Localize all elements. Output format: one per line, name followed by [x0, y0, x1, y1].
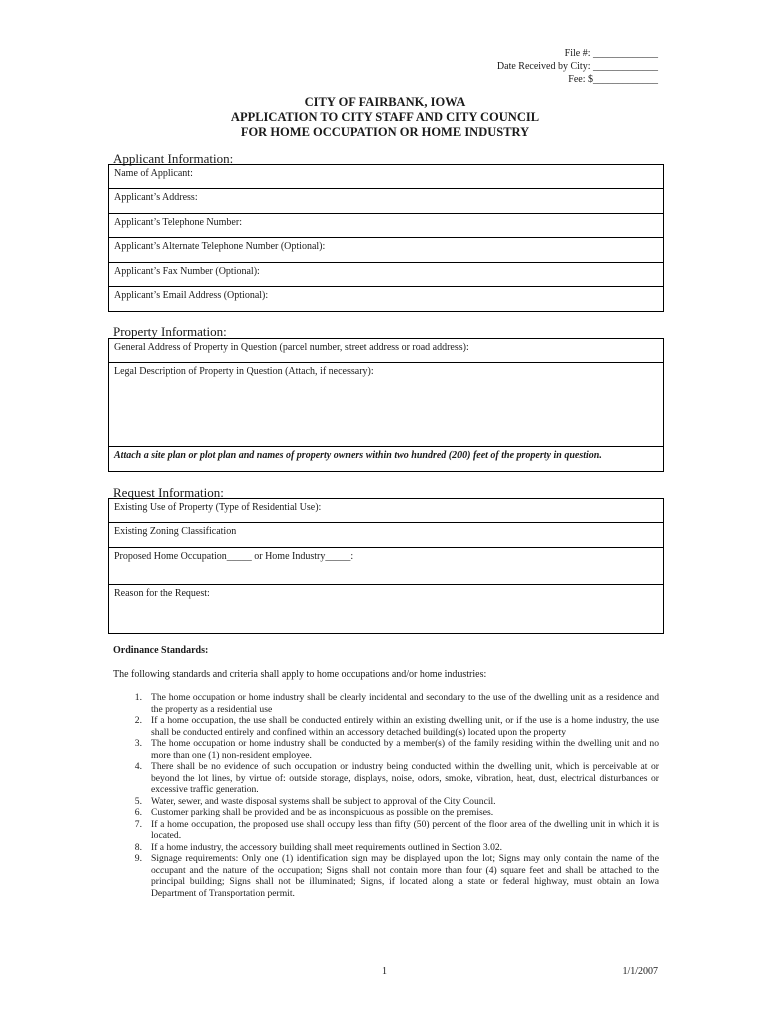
applicant-name-field[interactable]: Name of Applicant:	[109, 165, 663, 189]
list-item: 7. If a home occupation, the proposed use shall occupy less than fifty (50) percent of the floor area of the dwelling unit in which it is located.	[134, 818, 659, 841]
property-address-field[interactable]: General Address of Property in Question (parcel number, street address or road address):	[109, 339, 663, 363]
title-line-1: CITY OF FAIRBANK, IOWA	[304, 95, 466, 109]
ordinance-heading: Ordinance Standards:	[113, 645, 209, 656]
page-number: 1	[382, 966, 387, 977]
applicant-phone-field[interactable]: Applicant’s Telephone Number:	[109, 214, 663, 238]
fee-field[interactable]: Fee: $_____________	[568, 74, 658, 85]
list-item: 9. Signage requirements: Only one (1) identification sign may be displayed upon the lot; Signs may only contain the name of the occupant and the nature of the occupation; Signs shall not contain more than four (4) square feet and shall be attached to the principal building; Signs shall not be illuminated; Signs, if located along a state or federal highway, must obtain an Iowa Department of Transportation permit.	[134, 853, 659, 899]
property-box	[108, 338, 664, 472]
list-item: 2. If a home occupation, the use shall be conducted entirely within an existing dwelling unit, or if the use is a home industry, the use shall be conducted entirely and confined within an accessory detached building(s) located upon the property	[134, 715, 659, 738]
footer-date: 1/1/2007	[622, 966, 658, 977]
site-plan-note: Attach a site plan or plot plan and names of property owners within two hundred (200) feet of the property in question.	[114, 450, 602, 461]
applicant-heading: Applicant Information:	[113, 151, 234, 166]
list-item: 5. Water, sewer, and waste disposal systems shall be subject to approval of the City Council.	[134, 795, 496, 807]
applicant-email-field[interactable]: Applicant’s Email Address (Optional):	[114, 290, 269, 301]
list-item: 8. If a home industry, the accessory building shall meet requirements outlined in Section 3.02.	[134, 841, 503, 853]
file-number-field[interactable]: File #: _____________	[564, 48, 658, 59]
ordinance-list	[113, 692, 659, 899]
existing-use-field[interactable]: Existing Use of Property (Type of Residential Use):	[109, 499, 663, 523]
list-item: 1. The home occupation or home industry shall be clearly incidental and secondary to the use of the dwelling unit as a residence and the property as a residential use	[134, 692, 659, 715]
list-item: 4. There shall be no evidence of such occupation or industry being conducted within the dwelling unit, which is perceivable at or beyond the lot lines, by virtue of: outside storage, displays, noise, odors, smoke, vibration, heat, dust, electrical disturbances or excessive traffic generation.	[134, 761, 659, 795]
ordinance-intro: The following standards and criteria shall apply to home occupations and/or home industries:	[113, 669, 487, 680]
list-item: 3. The home occupation or home industry shall be conducted by a member(s) of the family residing within the dwelling unit and no more than one (1) non-resident employee.	[134, 738, 659, 761]
applicant-fax-field[interactable]: Applicant’s Fax Number (Optional):	[109, 263, 663, 287]
applicant-box	[108, 164, 664, 312]
property-heading: Property Information:	[113, 324, 227, 339]
existing-zoning-field[interactable]: Existing Zoning Classification	[109, 523, 663, 548]
legal-description-field[interactable]: Legal Description of Property in Question (Attach, if necessary):	[109, 363, 663, 447]
proposed-use-field[interactable]: Proposed Home Occupation_____ or Home Industry_____:	[109, 548, 663, 585]
reason-field[interactable]: Reason for the Request:	[114, 588, 210, 599]
admin-block	[497, 47, 658, 86]
applicant-alt-phone-field[interactable]: Applicant’s Alternate Telephone Number (Optional):	[109, 238, 663, 263]
request-heading: Request Information:	[113, 485, 224, 500]
list-item: 6. Customer parking shall be provided and be as inconspicuous as possible on the premises.	[134, 807, 494, 818]
applicant-address-field[interactable]: Applicant’s Address:	[109, 189, 663, 214]
request-box	[108, 498, 664, 634]
title-line-3: FOR HOME OCCUPATION OR HOME INDUSTRY	[240, 125, 530, 139]
date-received-field[interactable]: Date Received by City: _____________	[496, 61, 658, 72]
title-line-2: APPLICATION TO CITY STAFF AND CITY COUNCIL	[230, 110, 540, 124]
